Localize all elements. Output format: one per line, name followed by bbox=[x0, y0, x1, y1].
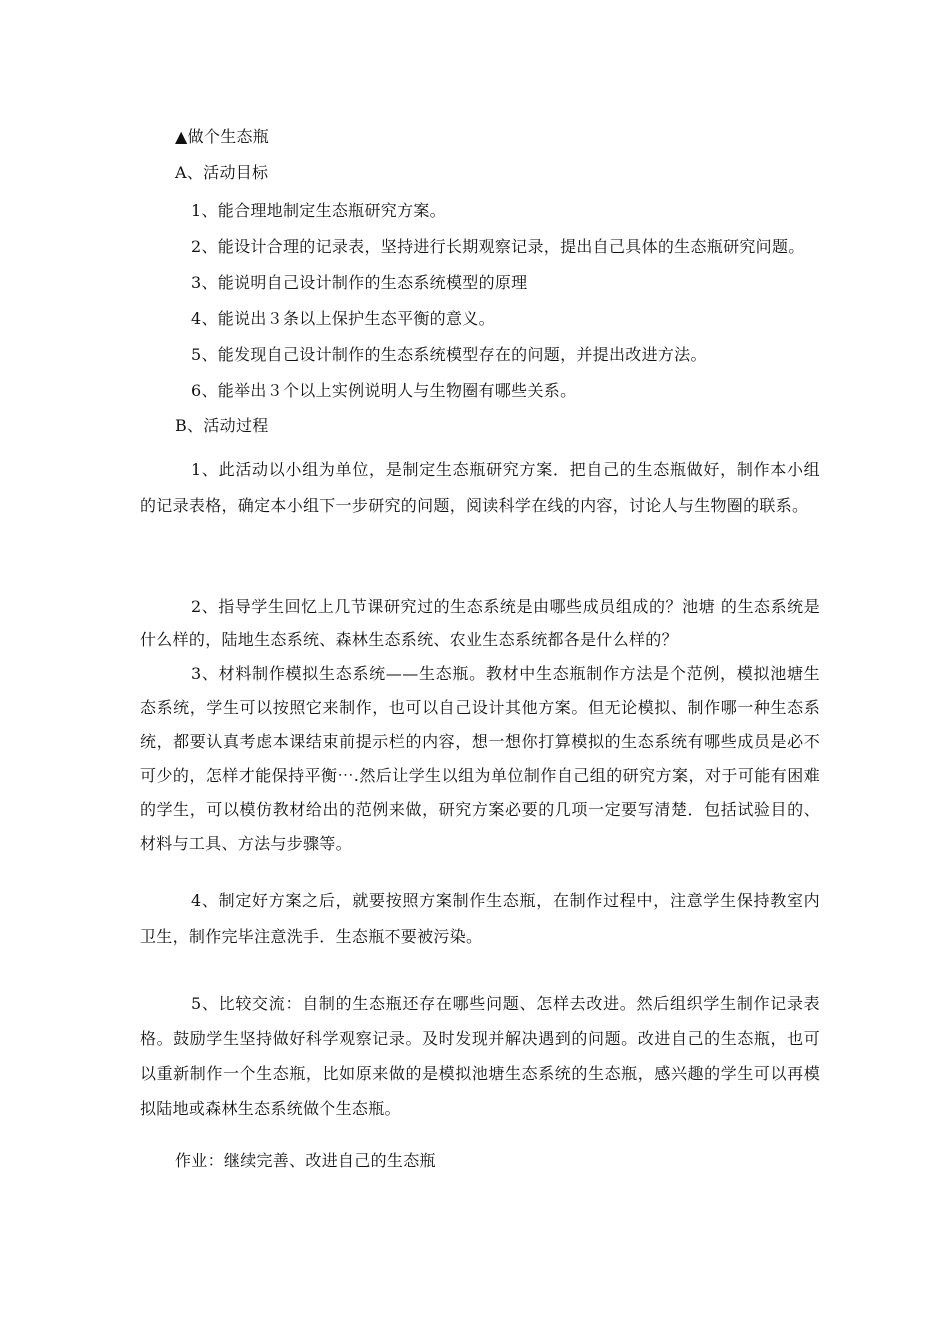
goal-item: 4、能说出３条以上保护生态平衡的意义。 bbox=[191, 309, 495, 328]
process-paragraph: 4、制定好方案之后，就要按照方案制作生态瓶，在制作过程中，注意学生保持教室内卫生，制作完毕注意洗手．生态瓶不要被污染。 bbox=[140, 891, 820, 946]
goal-item: 5、能发现自己设计制作的生态系统模型存在的问题，并提出改进方法。 bbox=[191, 345, 707, 364]
section-b-heading: B、活动过程 bbox=[175, 416, 269, 435]
process-paragraph: 2、指导学生回忆上几节课研究过的生态系统是由哪些成员组成的？池塘 的生态系统是什么样的，陆地生态系统、森林生态系统、农业生态系统都各是什么样的？ bbox=[140, 597, 820, 649]
goal-item: 2、能设计合理的记录表，坚持进行长期观察记录，提出自己具体的生态瓶研究问题。 bbox=[191, 237, 805, 256]
goal-item: 1、能合理地制定生态瓶研究方案。 bbox=[191, 201, 446, 220]
process-paragraph: 1、此活动以小组为单位，是制定生态瓶研究方案．把自己的生态瓶做好，制作本小组的记录表格，确定本小组下一步研究的问题，阅读科学在线的内容，讨论人与生物圈的联系。 bbox=[140, 460, 820, 515]
process-paragraph: 3、材料制作模拟生态系统——生态瓶。教材中生态瓶制作方法是个范例，模拟池塘生态系统，学生可以按照它来制作，也可以自己设计其他方案。但无论模拟、制作哪一种生态系统，都要认真考虑本课结束前提示栏的内容，想一想你打算模拟的生态系统有哪些成员是必不可少的，怎样才能保持平衡⋯.然后让学生以组为单位制作自己组的研究方案，对于可能有困难的学生，可以模仿教材给出的范例来做，研究方案必要的几项一定要写清楚．包括试验目的、材料与工具、方法与步骤等。 bbox=[140, 664, 820, 853]
goal-item: 3、能说明自己设计制作的生态系统模型的原理 bbox=[191, 273, 528, 292]
process-paragraph: 5、比较交流：自制的生态瓶还存在哪些问题、怎样去改进。然后组织学生制作记录表格。鼓励学生坚持做好科学观察记录。及时发现并解决遇到的问题。改进自己的生态瓶，也可以重新制作一个生态瓶，比如原来做的是模拟池塘生态系统的生态瓶，感兴趣的学生可以再模拟陆地或森林生态系统做个生态瓶。 bbox=[140, 994, 820, 1118]
document-title: ▲做个生态瓶 bbox=[175, 127, 270, 146]
goal-item: 6、能举出３个以上实例说明人与生物圈有哪些关系。 bbox=[191, 381, 577, 400]
section-a-heading: A、活动目标 bbox=[175, 163, 269, 182]
homework-line: 作业：继续完善、改进自己的生态瓶 bbox=[175, 1151, 436, 1170]
